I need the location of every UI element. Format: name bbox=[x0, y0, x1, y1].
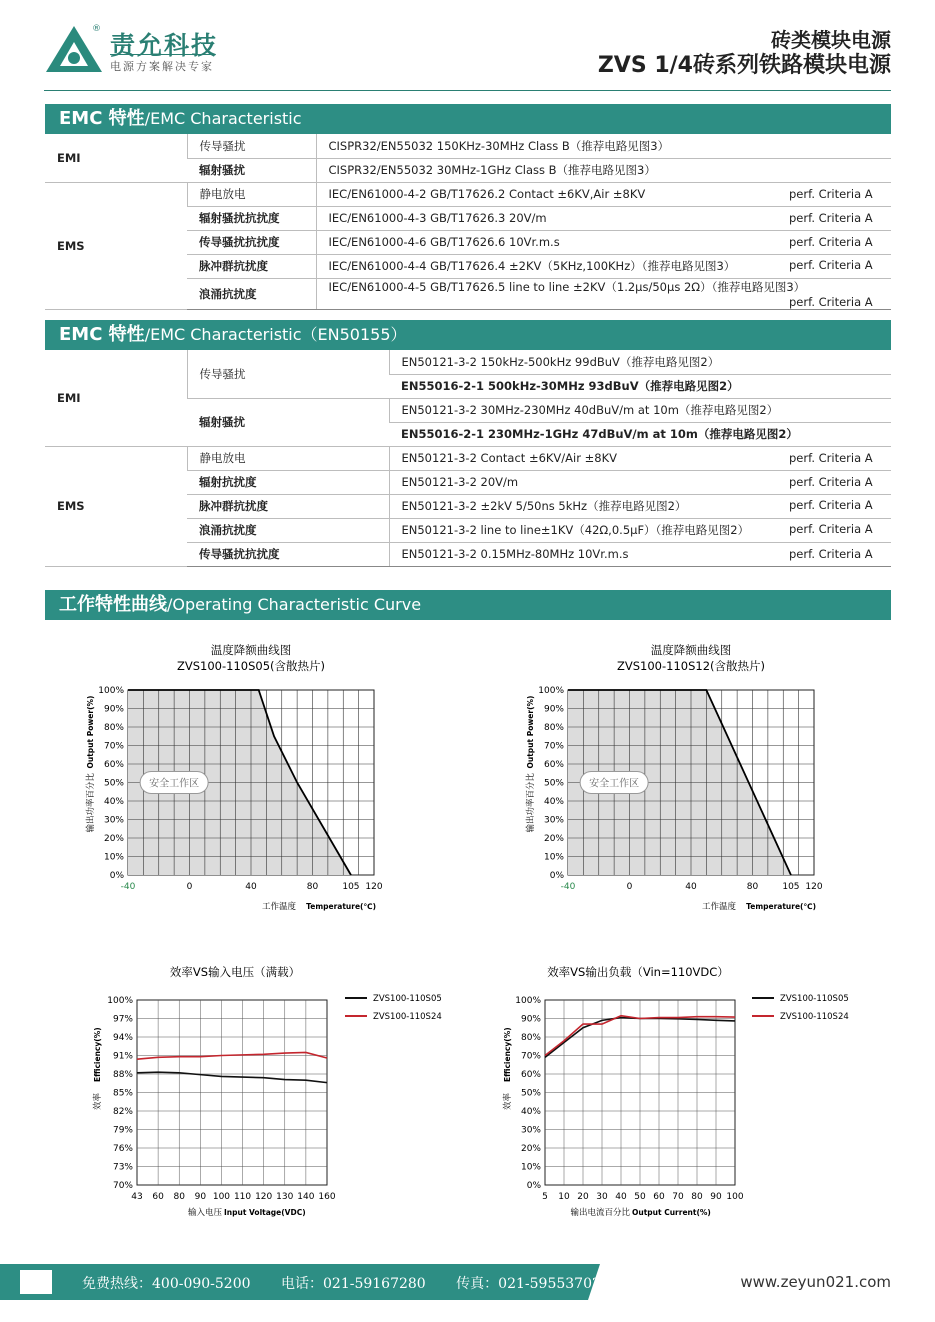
y-tick-label: 40% bbox=[103, 797, 124, 807]
footer-contacts bbox=[82, 1273, 627, 1293]
group-cell: EMS bbox=[45, 182, 187, 309]
item-cell: 脉冲群抗扰度 bbox=[187, 254, 316, 278]
curves-title-en: /Operating Characteristic Curve bbox=[167, 595, 422, 614]
y-tick-label: 20% bbox=[103, 834, 124, 844]
y-axis-label-en: Output Power(%) bbox=[526, 695, 535, 769]
y-tick-label: 76% bbox=[112, 1144, 133, 1154]
y-tick-label: 30% bbox=[543, 815, 564, 826]
standard-cell: EN50121-3-2 0.15MHz-80MHz 10Vr.m.s perf. Criteria A bbox=[389, 542, 891, 566]
y-tick-label: 100% bbox=[98, 686, 124, 696]
x-tick-label: 80 bbox=[306, 882, 319, 892]
x-tick-label: 160 bbox=[318, 1192, 336, 1202]
criteria-label: perf. Criteria A bbox=[789, 294, 873, 309]
x-axis-label-cn: 输出电流百分比 bbox=[570, 1208, 630, 1218]
x-axis-label-cn: 工作温度 bbox=[261, 902, 296, 912]
standard-cell: EN50121-3-2 Contact ±6KV/Air ±8KV perf. Criteria A bbox=[389, 446, 891, 470]
area-label: 安全工作区 bbox=[149, 778, 200, 790]
item-cell: 脉冲群抗扰度 bbox=[187, 494, 389, 518]
y-axis-label-cn: 输出功率百分比 bbox=[86, 772, 96, 833]
curves-section-title bbox=[45, 590, 891, 620]
y-tick-label: 80% bbox=[543, 723, 564, 733]
criteria-label: perf. Criteria A bbox=[789, 498, 873, 512]
y-tick-label: 90% bbox=[543, 704, 564, 715]
y-tick-label: 40% bbox=[543, 797, 564, 807]
y-tick-label: 70% bbox=[103, 741, 124, 752]
fax-text: 传真：021-59553702 bbox=[456, 1276, 601, 1292]
chart-subtitle: ZVS100-110S12(含散热片) bbox=[616, 659, 766, 673]
legend-label: ZVS100-110S24 bbox=[780, 1012, 849, 1022]
y-tick-label: 50% bbox=[543, 778, 564, 789]
table-row bbox=[45, 182, 891, 206]
x-tick-label: 80 bbox=[173, 1192, 185, 1202]
x-tick-label: 5 bbox=[542, 1192, 548, 1202]
x-tick-label: 90 bbox=[710, 1192, 722, 1202]
y-tick-label: 20% bbox=[520, 1144, 541, 1154]
x-tick-label: 120 bbox=[365, 882, 383, 892]
table-row bbox=[45, 446, 891, 470]
legend-label: ZVS100-110S05 bbox=[780, 994, 849, 1004]
x-tick-label: 60 bbox=[653, 1192, 665, 1202]
x-axis-label-cn: 输入电压 bbox=[187, 1208, 222, 1218]
x-tick-label: 90 bbox=[194, 1192, 207, 1202]
x-tick-label: 70 bbox=[672, 1192, 684, 1202]
y-tick-label: 60% bbox=[103, 760, 124, 770]
criteria-label: perf. Criteria A bbox=[789, 522, 873, 536]
item-cell: 静电放电 bbox=[187, 182, 316, 206]
x-axis-label-en: Temperature(℃) bbox=[746, 902, 816, 911]
standard-cell: EN55016-2-1 230MHz-1GHz 47dBuV/m at 10m（推荐电路见图2） bbox=[389, 422, 891, 446]
brand-slogan: 电源方案解决专家 bbox=[110, 60, 214, 73]
x-tick-label: 30 bbox=[596, 1192, 608, 1202]
item-cell: 辐射抗扰度 bbox=[187, 470, 389, 494]
header-divider bbox=[44, 90, 891, 91]
emc2-title-en: /EMC Characteristic（EN50155） bbox=[144, 325, 407, 344]
y-tick-label: 70% bbox=[520, 1051, 541, 1062]
item-cell: 传导骚扰抗扰度 bbox=[187, 230, 316, 254]
website-link[interactable]: www.zeyun021.com bbox=[740, 1273, 891, 1291]
group-cell: EMS bbox=[45, 446, 187, 566]
y-tick-label: 0% bbox=[549, 871, 564, 881]
x-tick-label: 105 bbox=[342, 882, 360, 892]
item-cell: 浪涌抗扰度 bbox=[187, 278, 316, 309]
y-tick-label: 30% bbox=[520, 1125, 541, 1136]
y-tick-label: 90% bbox=[520, 1014, 541, 1025]
x-tick-label: 140 bbox=[297, 1192, 315, 1202]
emc-title-cn: EMC 特性 bbox=[59, 108, 145, 129]
brand-name: 责允科技 bbox=[110, 31, 219, 60]
y-tick-label: 79% bbox=[112, 1125, 133, 1136]
item-cell: 传导骚扰抗扰度 bbox=[187, 542, 389, 566]
x-tick-label: 0 bbox=[626, 882, 633, 892]
y-tick-label: 70% bbox=[543, 741, 564, 752]
standard-cell: IEC/EN61000-4-6 GB/T17626.6 10Vr.m.s perf. Criteria A bbox=[316, 230, 891, 254]
standard-cell: IEC/EN61000-4-4 GB/T17626.4 ±2KV（5KHz,100KHz）（推荐电路见图3） perf. Criteria A bbox=[316, 254, 891, 278]
y-tick-label: 10% bbox=[543, 852, 564, 863]
y-axis-label-en: Output Power(%) bbox=[86, 695, 95, 769]
item-cell: 静电放电 bbox=[187, 446, 389, 470]
hotline-text: 免费热线：400-090-5200 bbox=[82, 1276, 251, 1292]
x-tick-label: 0 bbox=[186, 882, 193, 892]
criteria-label: perf. Criteria A bbox=[789, 451, 873, 465]
y-tick-label: 90% bbox=[103, 704, 124, 715]
x-tick-label: 43 bbox=[131, 1192, 143, 1202]
emc-section-title bbox=[45, 104, 891, 134]
y-tick-label: 85% bbox=[112, 1088, 133, 1099]
y-tick-label: 0% bbox=[109, 871, 124, 881]
item-cell: 辐射骚扰 bbox=[187, 398, 389, 446]
product-line-title: ZVS 1/4砖系列铁路模块电源 bbox=[597, 53, 891, 78]
standard-cell: CISPR32/EN55032 30MHz-1GHz Class B（推荐电路见图3） bbox=[316, 158, 891, 182]
y-tick-label: 60% bbox=[520, 1070, 541, 1080]
standard-cell: EN55016-2-1 500kHz-30MHz 93dBuV（推荐电路见图2） bbox=[389, 374, 891, 398]
derating-chart-s12 bbox=[510, 640, 870, 920]
efficiency-vs-load-chart bbox=[490, 960, 890, 1220]
y-tick-label: 100% bbox=[538, 686, 564, 696]
y-tick-label: 73% bbox=[112, 1162, 133, 1173]
x-tick-label: 80 bbox=[691, 1192, 703, 1202]
x-tick-label: 50 bbox=[634, 1192, 646, 1202]
criteria-label: perf. Criteria A bbox=[789, 211, 873, 225]
y-axis-label-cn: 效率 bbox=[503, 1092, 513, 1110]
group-cell: EMI bbox=[45, 350, 187, 446]
x-axis-label-cn: 工作温度 bbox=[701, 902, 736, 912]
registered-mark: ® bbox=[92, 24, 101, 34]
item-cell: 辐射骚扰抗扰度 bbox=[187, 206, 316, 230]
x-axis-label-en: Temperature(℃) bbox=[306, 902, 376, 911]
standard-cell: EN50121-3-2 30MHz-230MHz 40dBuV/m at 10m（推荐电路见图2） bbox=[389, 398, 891, 422]
curves-title-cn: 工作特性曲线 bbox=[59, 594, 167, 615]
criteria-label: perf. Criteria A bbox=[789, 547, 873, 561]
x-tick-label: 60 bbox=[152, 1192, 164, 1202]
y-tick-label: 40% bbox=[520, 1107, 541, 1117]
x-tick-label: 110 bbox=[233, 1192, 252, 1202]
page-footer bbox=[0, 1264, 935, 1300]
standard-cell: EN50121-3-2 ±2kV 5/50ns 5kHz（推荐电路见图2） perf. Criteria A bbox=[389, 494, 891, 518]
efficiency-vs-input-chart bbox=[80, 960, 460, 1220]
x-tick-label: 120 bbox=[255, 1192, 273, 1202]
item-cell: 浪涌抗扰度 bbox=[187, 518, 389, 542]
x-tick-label: 80 bbox=[746, 882, 759, 892]
y-tick-label: 20% bbox=[543, 834, 564, 844]
x-tick-label: 100 bbox=[726, 1192, 744, 1202]
emc-title-en: /EMC Characteristic bbox=[144, 109, 302, 128]
x-tick-label: 120 bbox=[805, 882, 823, 892]
x-tick-label: -40 bbox=[560, 882, 576, 892]
y-axis-label-en: Efficiency(%) bbox=[503, 1027, 512, 1082]
y-tick-label: 100% bbox=[515, 996, 541, 1006]
y-tick-label: 10% bbox=[520, 1162, 541, 1173]
y-tick-label: 0% bbox=[526, 1181, 541, 1191]
legend-label: ZVS100-110S05 bbox=[373, 994, 442, 1004]
emc-en50155-section-title bbox=[45, 320, 891, 350]
standard-cell: IEC/EN61000-4-5 GB/T17626.5 line to line ±2KV（1.2μs/50μs 2Ω）（推荐电路见图3） perf. Criteria A bbox=[316, 278, 891, 309]
criteria-label: perf. Criteria A bbox=[789, 475, 873, 489]
chart-title: 温度降额曲线图 bbox=[650, 643, 732, 657]
group-cell: EMI bbox=[45, 134, 187, 182]
x-tick-label: 40 bbox=[615, 1192, 627, 1202]
standard-cell: IEC/EN61000-4-3 GB/T17626.3 20V/m perf. Criteria A bbox=[316, 206, 891, 230]
chart-title: 效率VS输出负载（Vin=110VDC） bbox=[547, 965, 729, 979]
y-tick-label: 91% bbox=[112, 1051, 133, 1062]
item-cell: 传导骚扰 bbox=[187, 350, 389, 398]
emc2-title-cn: EMC 特性 bbox=[59, 324, 145, 345]
y-axis-label-cn: 效率 bbox=[93, 1092, 103, 1110]
phone-text: 电话：021-59167280 bbox=[281, 1276, 426, 1292]
y-tick-label: 10% bbox=[103, 852, 124, 863]
y-tick-label: 50% bbox=[520, 1088, 541, 1099]
x-tick-label: 105 bbox=[782, 882, 800, 892]
chart-title: 效率VS输入电压（满载） bbox=[169, 965, 301, 979]
y-tick-label: 50% bbox=[103, 778, 124, 789]
x-tick-label: 40 bbox=[245, 882, 257, 892]
criteria-label: perf. Criteria A bbox=[789, 258, 873, 272]
item-cell: 传导骚扰 bbox=[187, 134, 316, 158]
x-tick-label: 40 bbox=[685, 882, 697, 892]
y-tick-label: 82% bbox=[112, 1107, 133, 1117]
footer-marker bbox=[20, 1270, 52, 1294]
item-cell: 辐射骚扰 bbox=[187, 158, 316, 182]
y-tick-label: 70% bbox=[112, 1181, 133, 1191]
y-tick-label: 60% bbox=[543, 760, 564, 770]
table-row bbox=[45, 350, 891, 374]
y-tick-label: 97% bbox=[112, 1014, 133, 1025]
standard-cell: IEC/EN61000-4-2 GB/T17626.2 Contact ±6KV,Air ±8KV perf. Criteria A bbox=[316, 182, 891, 206]
y-tick-label: 80% bbox=[520, 1033, 541, 1043]
y-axis-label-cn: 输出功率百分比 bbox=[526, 772, 536, 833]
chart-subtitle: ZVS100-110S05(含散热片) bbox=[176, 659, 326, 673]
y-axis-label-en: Efficiency(%) bbox=[93, 1027, 102, 1082]
x-tick-label: 130 bbox=[276, 1192, 294, 1202]
criteria-label: perf. Criteria A bbox=[789, 235, 873, 249]
derating-chart-s05 bbox=[70, 640, 430, 920]
area-label: 安全工作区 bbox=[589, 778, 640, 790]
page-header bbox=[0, 0, 935, 90]
x-tick-label: 10 bbox=[558, 1192, 570, 1202]
standard-cell: CISPR32/EN55032 150KHz-30MHz Class B（推荐电路见图3） bbox=[316, 134, 891, 158]
y-tick-label: 100% bbox=[107, 996, 133, 1006]
legend-label: ZVS100-110S24 bbox=[373, 1012, 442, 1022]
product-category: 砖类模块电源 bbox=[771, 28, 891, 52]
y-tick-label: 94% bbox=[112, 1033, 133, 1043]
x-tick-label: 100 bbox=[212, 1192, 231, 1202]
emc-en50155-table bbox=[45, 350, 891, 567]
y-tick-label: 80% bbox=[103, 723, 124, 733]
standard-cell: EN50121-3-2 20V/m perf. Criteria A bbox=[389, 470, 891, 494]
emc-table bbox=[45, 134, 891, 310]
table-row bbox=[45, 134, 891, 158]
criteria-label: perf. Criteria A bbox=[789, 187, 873, 201]
standard-cell: EN50121-3-2 line to line±1KV（42Ω,0.5μF）（推荐电路见图2） perf. Criteria A bbox=[389, 518, 891, 542]
x-axis-label-en: Output Current(%) bbox=[632, 1208, 711, 1217]
x-tick-label: 20 bbox=[577, 1192, 589, 1202]
chart-title: 温度降额曲线图 bbox=[210, 643, 292, 657]
x-axis-label-en: Input Voltage(VDC) bbox=[224, 1208, 306, 1217]
y-tick-label: 30% bbox=[103, 815, 124, 826]
standard-cell: EN50121-3-2 150kHz-500kHz 99dBuV（推荐电路见图2） bbox=[389, 350, 891, 374]
x-tick-label: -40 bbox=[120, 882, 136, 892]
y-tick-label: 88% bbox=[112, 1070, 133, 1080]
